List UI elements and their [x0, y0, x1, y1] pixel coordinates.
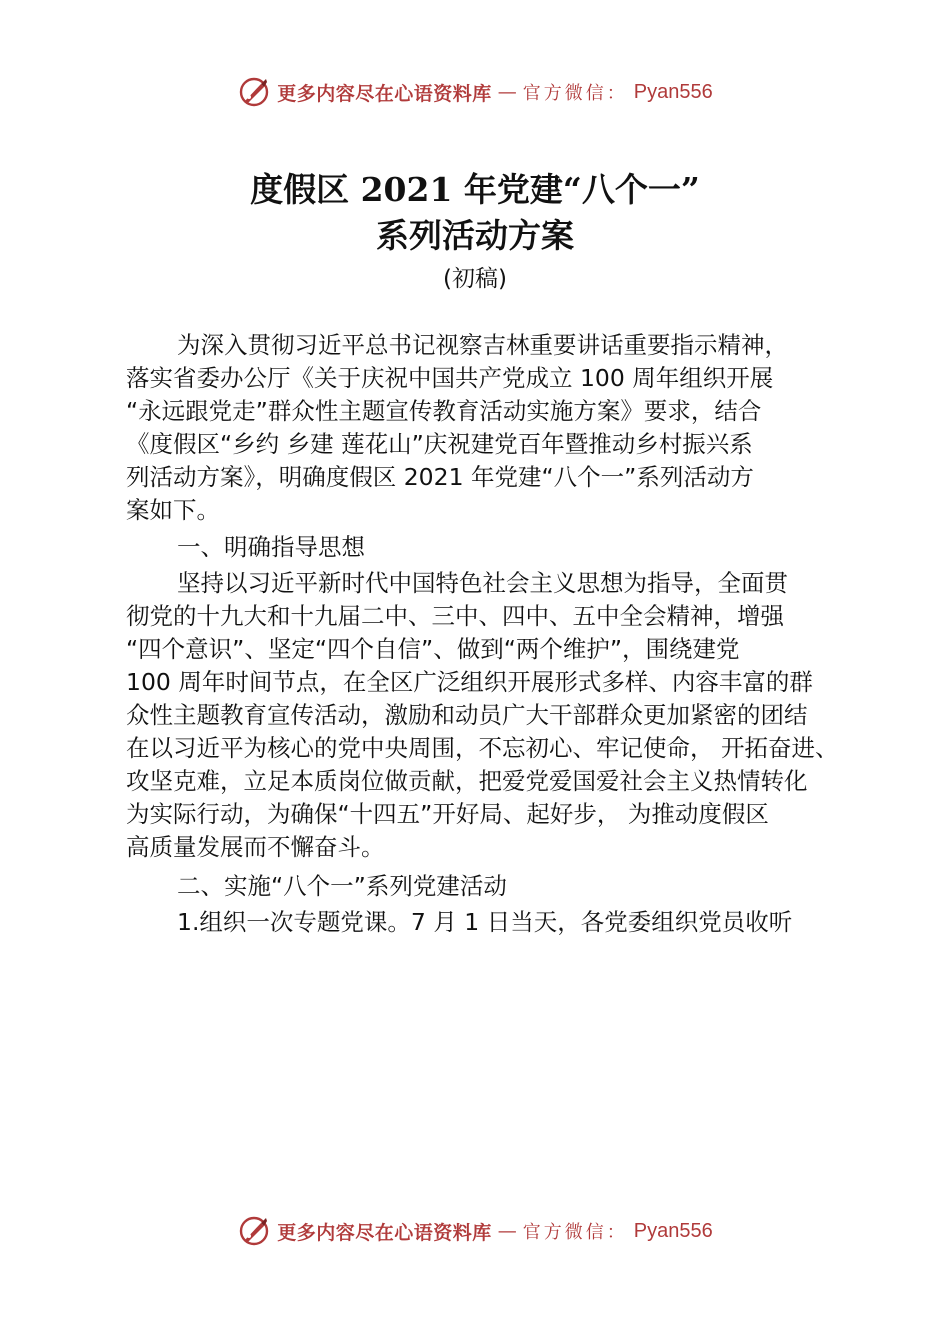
- document-title-line-1: 度假区 2021 年党建“八个一”: [250, 170, 700, 209]
- body-line: 坚持以习近平新时代中国特色社会主义思想为指导，全面贯: [177, 569, 788, 597]
- watermark-separator: —: [497, 81, 517, 103]
- body-line: 众性主题教育宣传活动，激励和动员广大干部群众更加紧密的团结: [126, 701, 808, 729]
- body-line: 高质量发展而不懈奋斗。: [126, 833, 385, 861]
- watermark-label: 官方微信：: [522, 83, 628, 104]
- watermark-wechat-id: Pyan556: [633, 1219, 713, 1242]
- document-title-line-2: 系列活动方案: [376, 216, 574, 255]
- section-heading-1: 一、明确指导思想: [177, 533, 365, 561]
- body-line: 1.组织一次专题党课。7 月 1 日当天，各党委组织党员收听: [177, 908, 793, 936]
- body-line: 攻坚克难，立足本质岗位做贡献，把爱党爱国爱社会主义热情转化: [126, 767, 808, 795]
- watermark-header: [0, 72, 950, 112]
- body-line: 在以习近平为核心的党中央周围，不忘初心、牢记使命， 开拓奋进、: [126, 734, 839, 762]
- pen-logo-icon: [237, 1214, 271, 1248]
- body-line: 为实际行动，为确保“十四五”开好局、起好步， 为推动度假区: [126, 800, 769, 828]
- pen-logo-icon: [237, 75, 271, 109]
- body-line: 《度假区“乡约 乡建 莲花山”庆祝建党百年暨推动乡村振兴系: [126, 430, 753, 458]
- watermark-separator: —: [497, 1220, 517, 1242]
- body-line: 落实省委办公厅《关于庆祝中国共产党成立 100 周年组织开展: [126, 364, 774, 392]
- body-line: “四个意识”、坚定“四个自信”、做到“两个维护”，围绕建党: [126, 635, 740, 663]
- watermark-main-text: 更多内容尽在心语资料库: [277, 82, 492, 105]
- body-line: 案如下。: [126, 496, 220, 524]
- document-subtitle: (初稿): [443, 266, 507, 292]
- body-line: 彻党的十九大和十九届二中、三中、四中、五中全会精神，增强: [126, 602, 784, 630]
- body-line: 列活动方案》，明确度假区 2021 年党建“八个一”系列活动方: [126, 463, 754, 491]
- body-line: 为深入贯彻习近平总书记视察吉林重要讲话重要指示精神，: [177, 331, 788, 359]
- body-line: “永远跟党走”群众性主题宣传教育活动实施方案》要求，结合: [126, 397, 762, 425]
- watermark-footer: [0, 1211, 950, 1251]
- body-line: 100 周年时间节点，在全区广泛组织开展形式多样、内容丰富的群: [126, 668, 813, 696]
- watermark-wechat-id: Pyan556: [633, 80, 713, 103]
- section-heading-2: 二、实施“八个一”系列党建活动: [177, 872, 507, 900]
- watermark-main-text: 更多内容尽在心语资料库: [277, 1221, 492, 1244]
- watermark-label: 官方微信：: [522, 1222, 628, 1243]
